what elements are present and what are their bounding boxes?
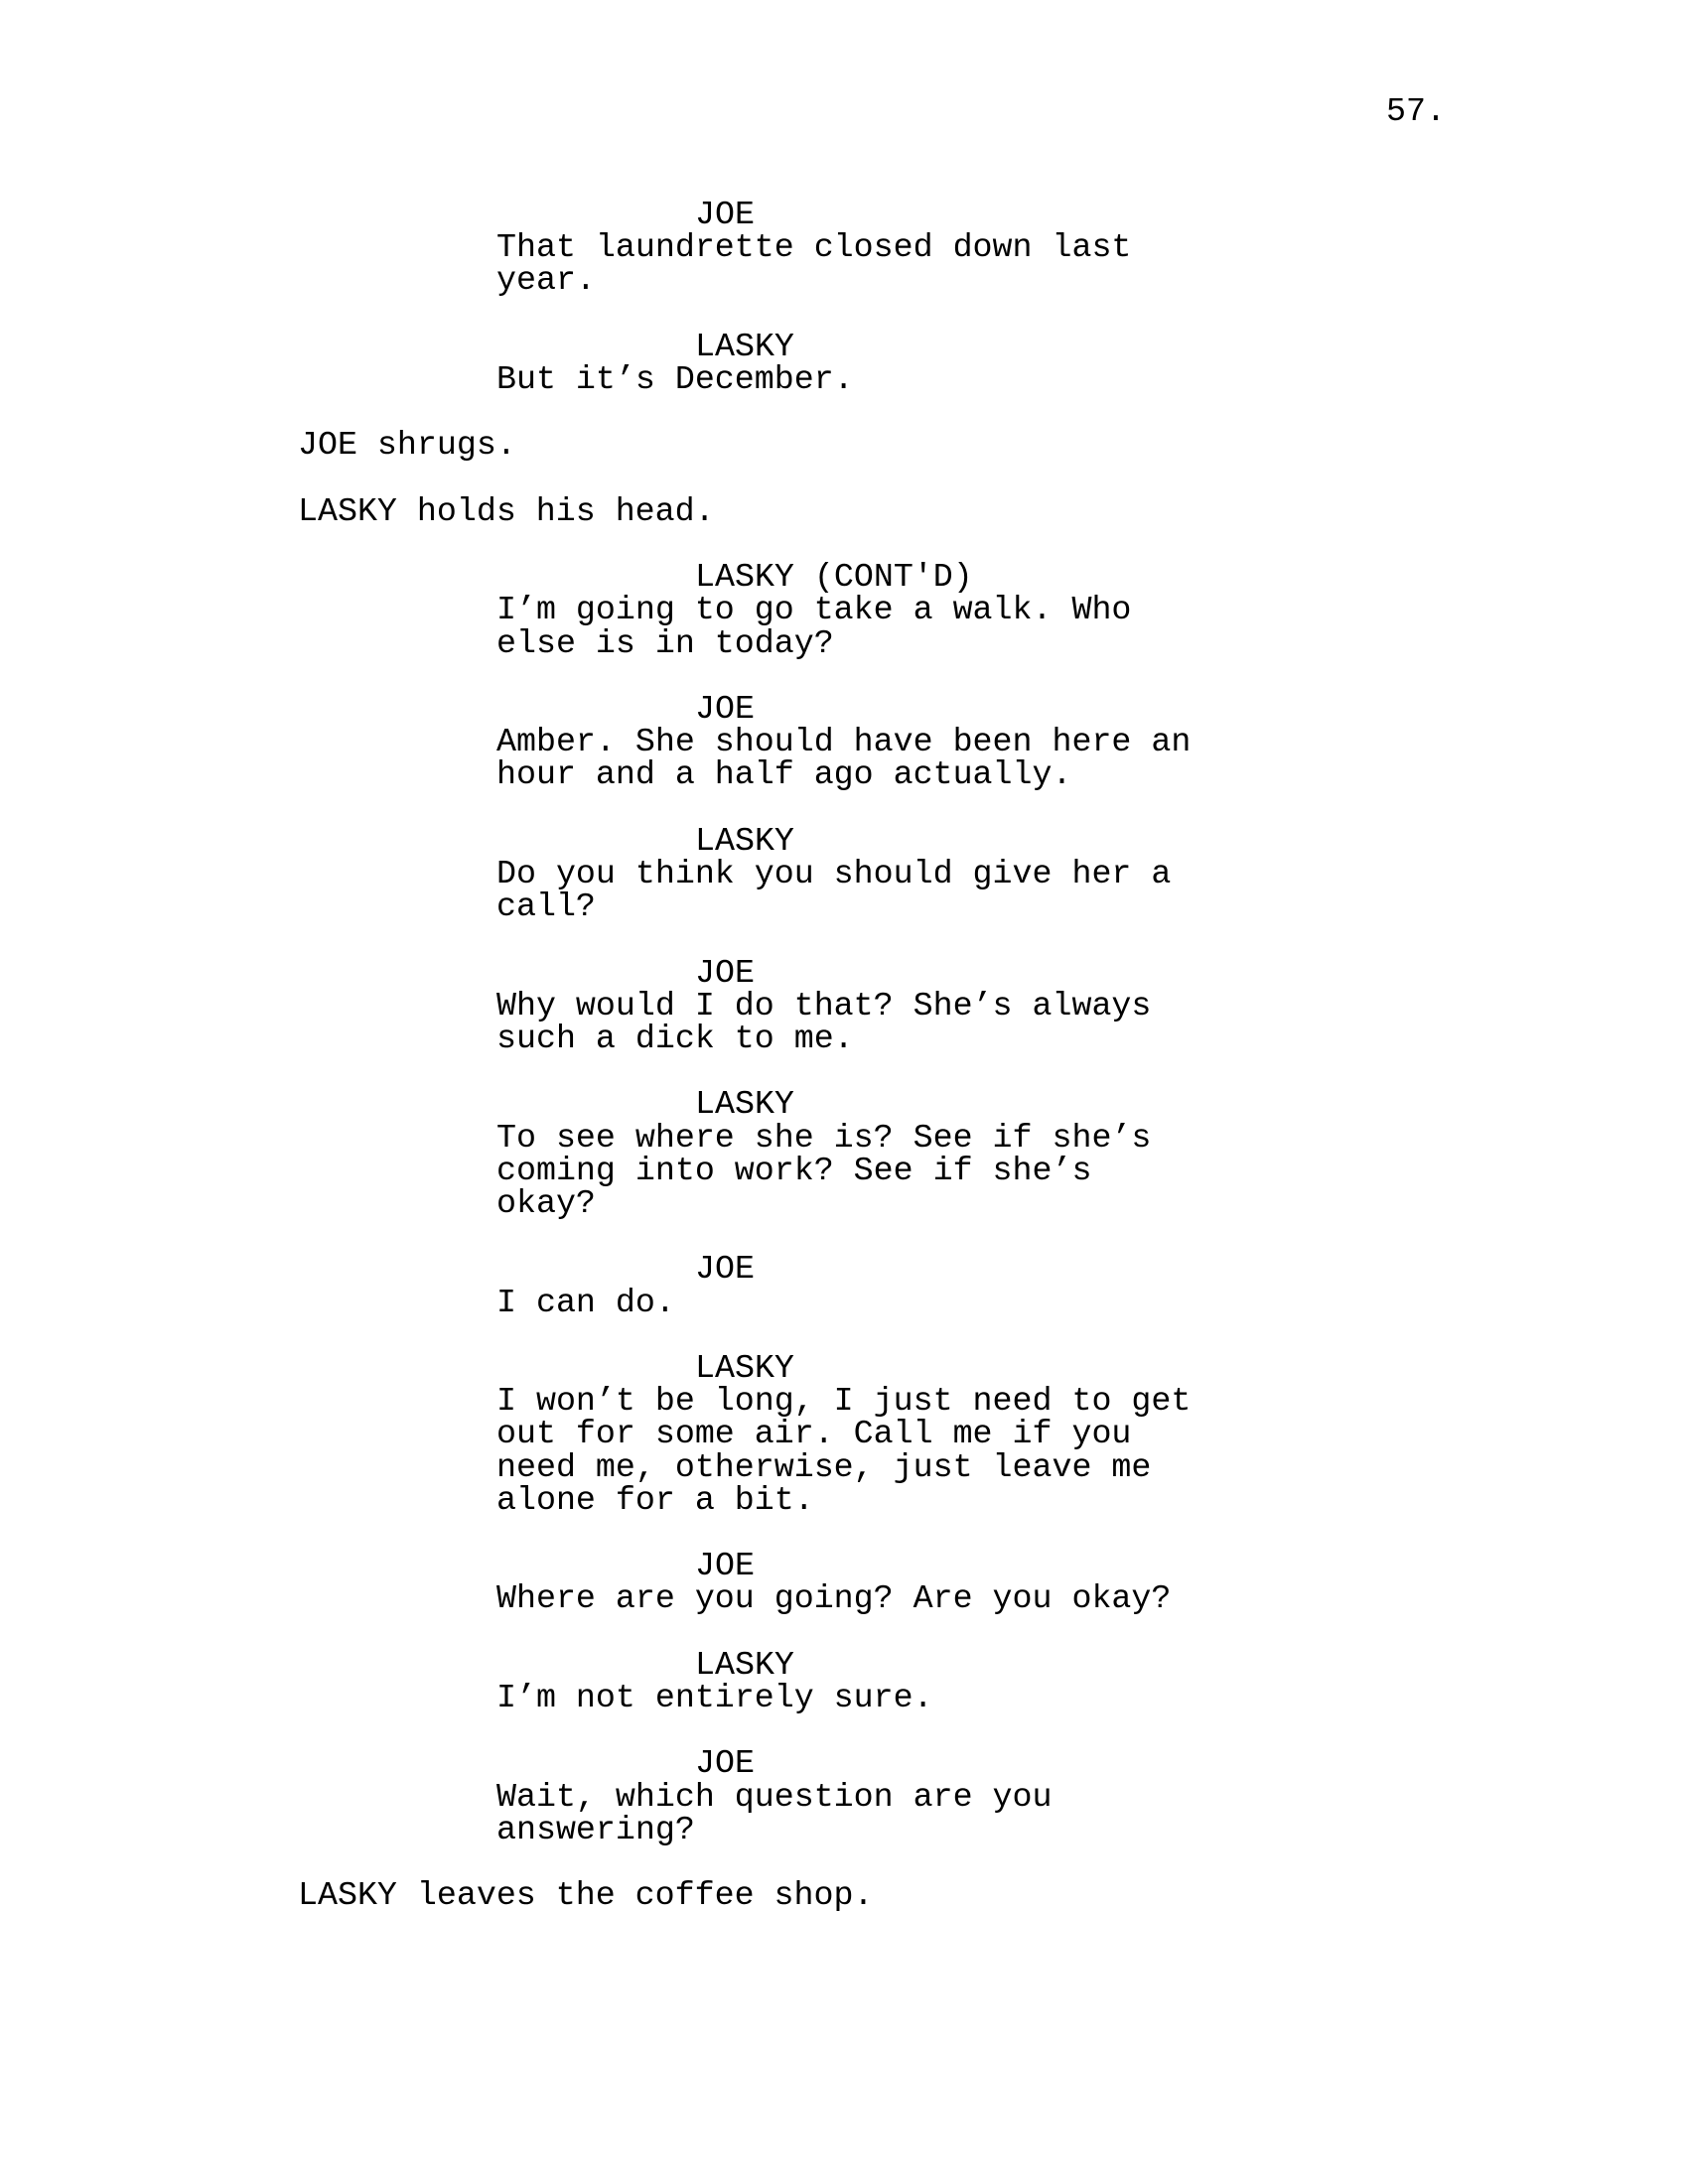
page-number: 57.	[1386, 92, 1446, 130]
dialogue-line: alone for a bit.	[496, 1480, 814, 1519]
character-name: JOE	[695, 1744, 755, 1783]
dialogue-line: Amber. She should have been here an	[496, 723, 1192, 761]
dialogue-line: I’m not entirely sure.	[496, 1679, 933, 1716]
dialogue-line: else is in today?	[496, 623, 834, 662]
character-name: JOE	[695, 690, 755, 728]
dialogue-line: year.	[496, 261, 596, 300]
character-name: JOE	[695, 196, 755, 233]
dialogue-line: I can do.	[496, 1283, 675, 1321]
character-name: LASKY	[695, 327, 794, 365]
dialogue-line: I’m going to go take a walk. Who	[496, 591, 1132, 629]
dialogue-line: Do you think you should give her a	[496, 855, 1172, 892]
dialogue-line: out for some air. Call me if you	[496, 1415, 1132, 1453]
dialogue-line: To see where she is? See if she’s	[496, 1118, 1152, 1157]
dialogue-line: call?	[496, 887, 596, 926]
character-name: LASKY	[695, 821, 794, 860]
dialogue-line: That laundrette closed down last	[496, 228, 1132, 267]
dialogue-line: coming into work? See if she’s	[496, 1151, 1092, 1189]
dialogue-line: Where are you going? Are you okay?	[496, 1579, 1172, 1618]
action-line: JOE shrugs.	[298, 426, 516, 465]
character-name: JOE	[695, 1250, 755, 1289]
dialogue-line: hour and a half ago actually.	[496, 755, 1072, 794]
action-line: LASKY holds his head.	[298, 491, 715, 530]
character-name: JOE	[695, 953, 755, 992]
dialogue-line: answering?	[496, 1810, 695, 1848]
character-name: JOE	[695, 1547, 755, 1585]
dialogue-line: I won’t be long, I just need to get	[496, 1382, 1192, 1421]
dialogue-line: Why would I do that? She’s always	[496, 986, 1152, 1024]
character-name: LASKY (CONT'D)	[695, 558, 973, 597]
dialogue-line: such a dick to me.	[496, 1020, 854, 1057]
dialogue-line: But it’s December.	[496, 360, 854, 398]
character-name: LASKY	[695, 1645, 794, 1684]
action-line: LASKY leaves the coffee shop.	[298, 1876, 874, 1915]
character-name: LASKY	[695, 1085, 794, 1124]
character-name: LASKY	[695, 1349, 794, 1387]
dialogue-line: okay?	[496, 1184, 596, 1222]
dialogue-line: need me, otherwise, just leave me	[496, 1447, 1152, 1486]
dialogue-line: Wait, which question are you	[496, 1777, 1053, 1816]
